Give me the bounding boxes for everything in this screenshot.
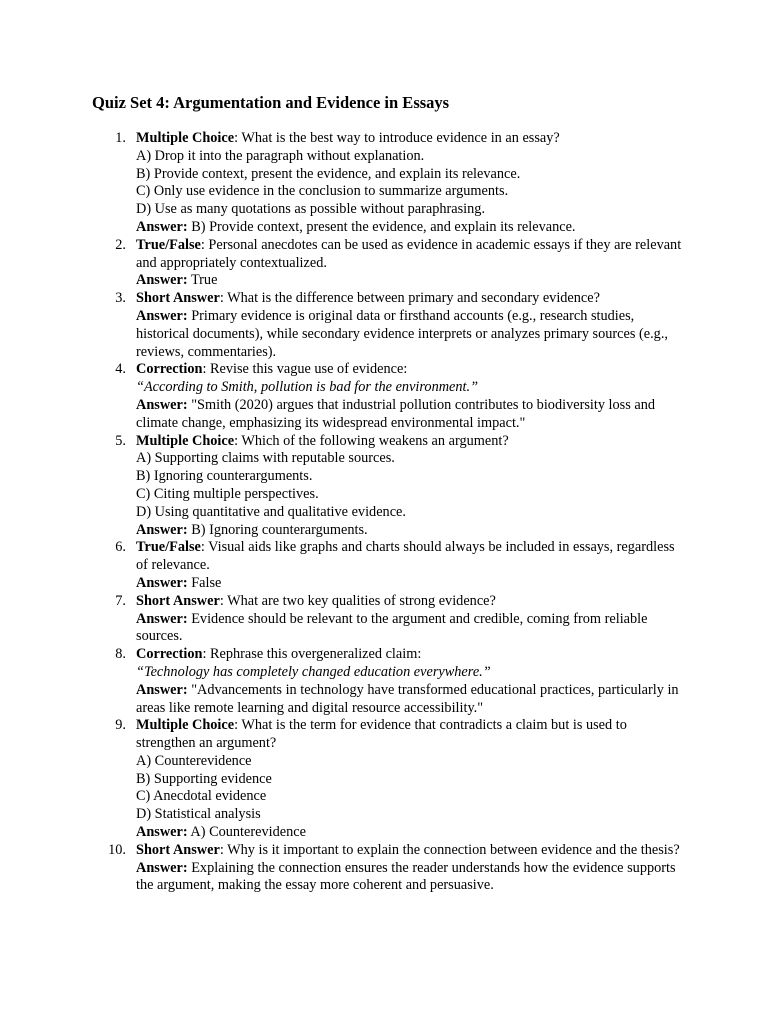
answer-option: B) Ignoring counterarguments.: [136, 468, 313, 485]
question-type: True/False: [136, 236, 201, 253]
answer-line: [136, 219, 688, 237]
question-number: 1.: [115, 130, 126, 146]
question-type: Multiple Choice: [136, 432, 235, 449]
answer-line: [136, 682, 688, 718]
question-number: 2.: [115, 236, 126, 253]
answer-option: A) Counterevidence: [136, 752, 252, 769]
answer-label: Answer:: [136, 610, 188, 627]
answer-line: [136, 308, 688, 361]
question-prompt: [136, 646, 688, 664]
question-text: : Revise this vague use of evidence:: [202, 361, 408, 378]
question-prompt: [136, 593, 688, 611]
answer-label: Answer:: [136, 859, 188, 876]
quiz-question-7: [92, 593, 688, 646]
question-prompt: [136, 237, 688, 273]
question-number: 3.: [115, 290, 126, 307]
answer-option: A) Supporting claims with reputable sources.: [136, 450, 395, 467]
quiz-question-1: [92, 130, 688, 237]
question-text: : What are two key qualities of strong evidence?: [219, 592, 496, 609]
question-number: 5.: [115, 432, 126, 449]
question-prompt: [136, 842, 688, 860]
question-number: 10.: [108, 841, 126, 858]
question-type: True/False: [136, 539, 201, 556]
answer-option: C) Anecdotal evidence: [136, 788, 267, 805]
question-number: 6.: [115, 539, 126, 556]
question-type: Short Answer: [136, 841, 220, 858]
question-prompt: [136, 717, 688, 753]
question-text: : What is the difference between primary and secondary evidence?: [219, 290, 600, 307]
quiz-list: [92, 130, 688, 895]
question-type: Correction: [136, 361, 203, 378]
question-prompt: [136, 361, 688, 379]
quiz-question-6: [92, 539, 688, 592]
answer-option: D) Statistical analysis: [136, 806, 261, 823]
answer-line: [136, 397, 688, 433]
answer-option: D) Using quantitative and qualitative evidence.: [136, 503, 406, 520]
answer-line: [136, 575, 688, 593]
answer-option: C) Only use evidence in the conclusion to summarize arguments.: [136, 183, 509, 200]
answer-text: False: [187, 574, 222, 591]
question-type: Multiple Choice: [136, 130, 235, 146]
answer-label: Answer:: [136, 307, 188, 324]
question-text: : What is the term for evidence that contradicts a claim but is used to strengthen an argument?: [136, 717, 627, 752]
answer-text: "Advancements in technology have transformed educational practices, particularly in areas like remote learning and digital resource accessibility.": [136, 681, 679, 716]
page-title: Quiz Set 4: Argumentation and Evidence in Essays: [92, 93, 450, 112]
question-type: Correction: [136, 646, 203, 663]
quiz-question-2: [92, 237, 688, 290]
question-text: : Rephrase this overgeneralized claim:: [202, 646, 422, 663]
answer-text: Explaining the connection ensures the reader understands how the evidence supports the argument, making the essay more coherent and persuasive.: [136, 859, 676, 894]
question-quote: “According to Smith, pollution is bad for the environment.”: [136, 379, 479, 396]
question-number: 4.: [115, 361, 126, 378]
answer-text: True: [187, 272, 218, 289]
question-prompt: [136, 130, 688, 148]
question-text: : Why is it important to explain the connection between evidence and the thesis?: [219, 841, 680, 858]
answer-text: Primary evidence is original data or firsthand accounts (e.g., research studies, historical documents), while secondary evidence interprets or analyzes primary sources (e.g., reviews, commentaries).: [136, 307, 668, 360]
answer-label: Answer:: [136, 681, 188, 698]
answer-option: A) Drop it into the paragraph without explanation.: [136, 147, 425, 164]
answer-text: B) Ignoring counterarguments.: [187, 521, 368, 538]
answer-text: B) Provide context, present the evidence, and explain its relevance.: [187, 218, 576, 235]
answer-label: Answer:: [136, 574, 188, 591]
quiz-question-9: [92, 717, 688, 842]
question-prompt: [136, 433, 688, 451]
answer-label: Answer:: [136, 824, 188, 841]
question-number: 8.: [115, 646, 126, 663]
question-number: 9.: [115, 717, 126, 734]
answer-option: B) Supporting evidence: [136, 770, 272, 787]
quiz-question-3: [92, 290, 688, 361]
answer-text: A) Counterevidence: [187, 824, 306, 841]
answer-line: [136, 522, 688, 540]
question-type: Short Answer: [136, 290, 220, 307]
answer-line: [136, 860, 688, 896]
question-text: : Personal anecdotes can be used as evidence in academic essays if they are relevant and appropriately contextualized.: [136, 236, 682, 271]
question-quote: “Technology has completely changed education everywhere.”: [136, 663, 491, 680]
answer-line: [136, 272, 688, 290]
answer-line: [136, 824, 688, 842]
question-text: : Visual aids like graphs and charts should always be included in essays, regardless of relevance.: [136, 539, 675, 574]
quiz-question-10: [92, 842, 688, 895]
answer-line: [136, 611, 688, 647]
answer-text: "Smith (2020) argues that industrial pollution contributes to biodiversity loss and climate change, emphasizing its widespread environmental impact.": [136, 396, 656, 431]
question-number: 7.: [115, 592, 126, 609]
quiz-question-5: [92, 433, 688, 540]
answer-option: B) Provide context, present the evidence, and explain its relevance.: [136, 165, 521, 182]
answer-text: Evidence should be relevant to the argument and credible, coming from reliable sources.: [136, 610, 648, 645]
answer-label: Answer:: [136, 272, 188, 289]
question-type: Multiple Choice: [136, 717, 235, 734]
answer-label: Answer:: [136, 521, 188, 538]
quiz-question-4: [92, 361, 688, 432]
question-prompt: [136, 539, 688, 575]
quiz-question-8: [92, 646, 688, 717]
question-text: : Which of the following weakens an argument?: [234, 432, 509, 449]
question-prompt: [136, 290, 688, 308]
answer-option: C) Citing multiple perspectives.: [136, 485, 319, 502]
answer-label: Answer:: [136, 396, 188, 413]
answer-option: D) Use as many quotations as possible without paraphrasing.: [136, 201, 486, 218]
question-text: : What is the best way to introduce evidence in an essay?: [234, 130, 560, 146]
question-type: Short Answer: [136, 592, 220, 609]
answer-label: Answer:: [136, 218, 188, 235]
